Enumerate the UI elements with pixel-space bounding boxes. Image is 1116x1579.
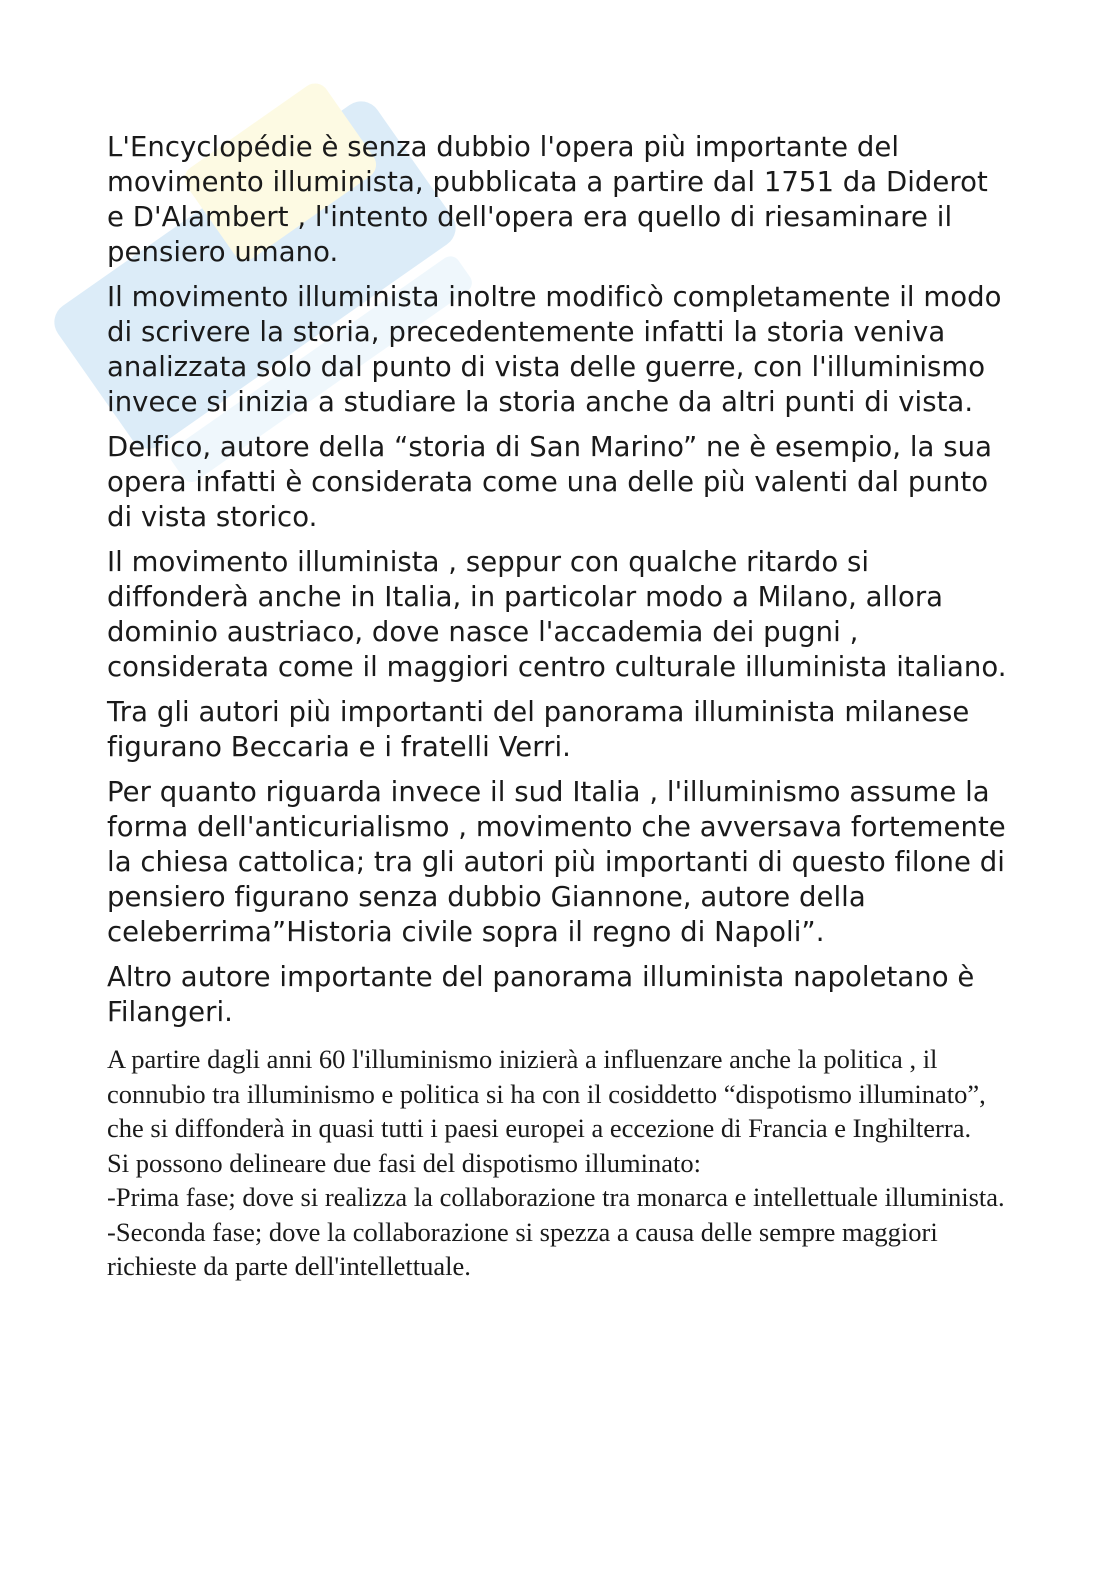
paragraph-encyclopedie: L'Encyclopédie è senza dubbio l'opera più importante del movimento illuminista, pubblicata a partire dal 1751 da Diderot e D'Alambert , l'intento dell'opera era quello di riesaminare il pensiero umano.: [107, 131, 988, 268]
serif-text-section: [107, 1042, 1007, 1284]
paragraph-filangeri: Altro autore importante del panorama illuminista napoletano è Filangeri.: [107, 961, 975, 1028]
sans-text-section: [107, 130, 1007, 1030]
paragraph-prima-fase: -Prima fase; dove si realizza la collaborazione tra monarca e intellettuale illuminista.: [107, 1182, 1005, 1212]
paragraph-storia: Il movimento illuminista inoltre modificò completamente il modo di scrivere la storia, precedentemente infatti la storia veniva analizzata solo dal punto di vista delle guerre, con l'illuminismo invece si inizia a studiare la storia anche da altri punti di vista.: [107, 281, 1002, 418]
paragraph-milano: Tra gli autori più importanti del panorama illuminista milanese figurano Beccaria e i fratelli Verri.: [107, 696, 970, 763]
document-page: [107, 130, 1007, 1284]
paragraph-fasi: Si possono delineare due fasi del dispotismo illuminato:: [107, 1147, 701, 1178]
paragraph-dispotismo: A partire dagli anni 60 l'illuminismo inizierà a influenzare anche la politica , il connubio tra illuminismo e politica si ha con il cosiddetto “dispotismo illuminato”, che si diffonderà in quasi tutti i paesi europei a eccezione di Francia e Inghilterra.: [107, 1044, 986, 1143]
paragraph-delfico: Delfico, autore della “storia di San Marino” ne è esempio, la sua opera infatti è considerata come una delle più valenti dal punto di vista storico.: [107, 431, 993, 533]
paragraph-italia: Il movimento illuminista , seppur con qualche ritardo si diffonderà anche in Italia, in particolar modo a Milano, allora dominio austriaco, dove nasce l'accademia dei pugni , considerata come il maggiori centro culturale illuminista italiano.: [107, 546, 1007, 683]
paragraph-sud-italia: Per quanto riguarda invece il sud Italia , l'illuminismo assume la forma dell'anticurialismo , movimento che avversava fortemente la chiesa cattolica; tra gli autori più importanti di questo filone di pensiero figurano senza dubbio Giannone, autore della celeberrima”Historia civile sopra il regno di Napoli”.: [107, 776, 1006, 948]
paragraph-seconda-fase: -Seconda fase; dove la collaborazione si spezza a causa delle sempre maggiori richieste da parte dell'intellettuale.: [107, 1216, 938, 1281]
